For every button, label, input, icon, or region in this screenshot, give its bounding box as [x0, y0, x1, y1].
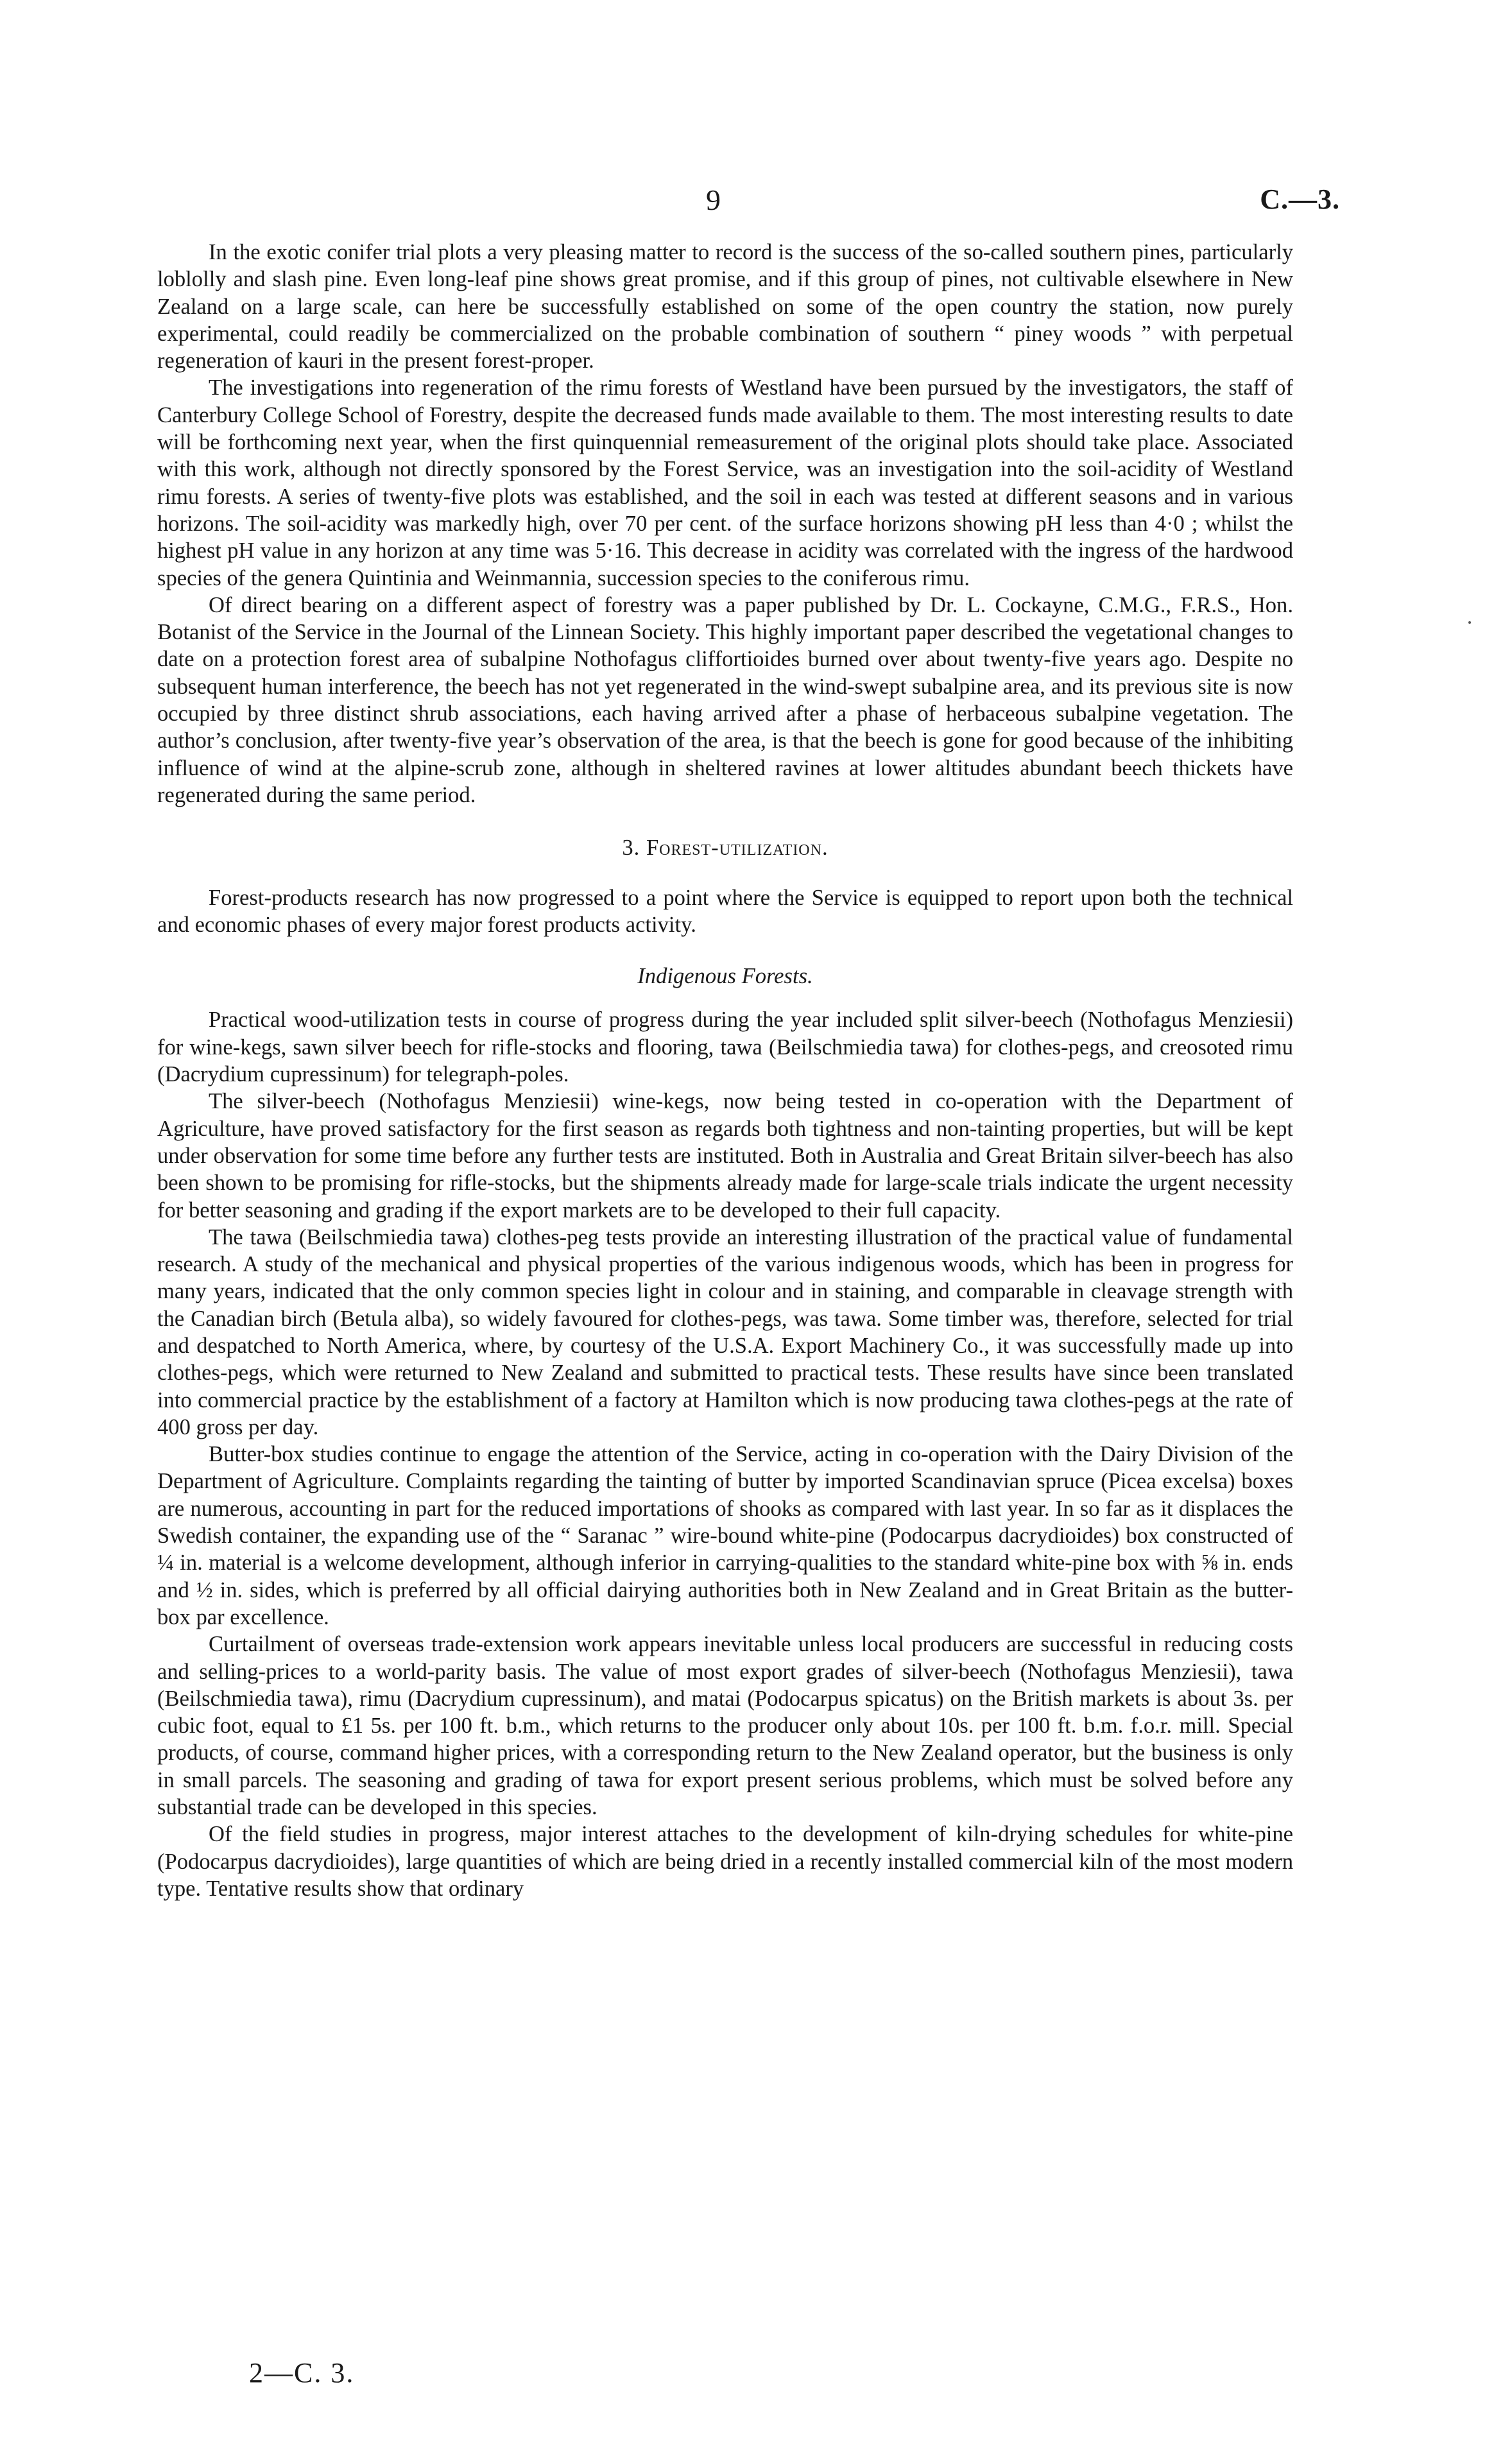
scan-mark [1468, 621, 1471, 624]
document-body [157, 239, 1293, 1902]
signature-mark: 2—C. 3. [249, 2357, 355, 2389]
paragraph-tawa-clothes-pegs: The tawa (Beilschmiedia tawa) clothes-peg tests provide an interesting illustration of the practical value of fundamental research. A study of the mechanical and physical properties of the various indigenous woods, which has been in progress for many years, indicated that the only common species light in colour and in staining, and comparable in cleavage strength with the Canadian birch (Betula alba), so widely favoured for clothes-pegs, was tawa. Some timber was, therefore, selected for trial and despatched to North America, where, by courtesy of the U.S.A. Export Machinery Co., it was successfully made up into clothes-pegs, which were returned to New Zealand and submitted to practical tests. These results have since been translated into commercial practice by the establishment of a factory at Hamilton which is now producing tawa clothes-pegs at the rate of 400 gross per day. [157, 1224, 1293, 1439]
page-header [0, 183, 1512, 221]
paragraph-rimu-regeneration: The investigations into regeneration of the rimu forests of Westland have been pursued by the investigators, the staff of Canterbury College School of Forestry, despite the decreased funds made available to them. The most interesting results to date will be forthcoming next year, when the first quinquennial remeasurement of the original plots should take place. Associated with this work, although not directly sponsored by the Forest Service, was an investigation into the soil-acidity of Westland rimu forests. A series of twenty-five plots was established, and the soil in each was tested at different seasons and in various horizons. The soil-acidity was markedly high, over 70 per cent. of the surface horizons showing pH less than 4·0 ; whilst the highest pH value in any horizon at any time was 5·16. This decrease in acidity was correlated with the ingress of the hardwood species of the genera Quintinia and Weinmannia, succession species to the coniferous rimu. [157, 375, 1293, 590]
page-number: 9 [706, 184, 721, 216]
section-heading: 3. Forest-utilization. [622, 836, 829, 861]
paragraph-butter-box: Butter-box studies continue to engage the attention of the Service, acting in co-operation with the Dairy Division of the Department of Agriculture. Complaints regarding the tainting of butter by imported Scandinavian spruce (Picea excelsa) boxes are numerous, accounting in part for the reduced importations of shooks as compared with last year. In so far as it displaces the Swedish container, the expanding use of the “ Saranac ” wire-bound white-pine (Podocarpus dacrydioides) box constructed of ¼ in. material is a welcome development, although inferior in carrying-qualities to the standard white-pine box with ⅝ in. ends and ½ in. sides, which is preferred by all official dairying authorities both in New Zealand and in Great Britain as the butter-box par excellence. [157, 1442, 1293, 1629]
paragraph-kiln-drying: Of the field studies in progress, major interest attaches to the development of kiln-drying schedules for white-pine (Podocarpus dacrydioides), large quantities of which are being dried in a recently installed commercial kiln of the most modern type. Tentative results show that ordinary [157, 1822, 1293, 1901]
paragraph-exotic-conifers: In the exotic conifer trial plots a very pleasing matter to record is the success of the so-called southern pines, particularly loblolly and slash pine. Even long-leaf pine shows great promise, and if this group of pines, not cultivable elsewhere in New Zealand on a large scale, can here be successfully established on some of the open country the station, now purely experimental, could readily be commercialized on the probable combination of southern “ piney woods ” with perpetual regeneration of kauri in the present forest-proper. [157, 240, 1293, 373]
paragraph-cockayne-paper: Of direct bearing on a different aspect of forestry was a paper published by Dr. L. Cockayne, C.M.G., F.R.S., Hon. Botanist of the Service in the Journal of the Linnean Society. This highly important paper described the vegetational changes to date on a protection forest area of subalpine Nothofagus cliffortioides burned over about twenty-five years ago. Despite no subsequent human interference, the beech has not yet regenerated in the wind-swept subalpine area, and its previous site is now occupied by three distinct shrub associations, each having arrived after a phase of herbaceous subalpine vegetation. The author’s conclusion, after twenty-five year’s observation of the area, is that the beech is gone for good because of the inhibiting influence of wind at the alpine-scrub zone, although in sheltered ravines at lower altitudes abundant beech thickets have regenerated during the same period. [157, 592, 1293, 807]
document-reference: C.—3. [1260, 184, 1340, 215]
paragraph-trade-extension: Curtailment of overseas trade-extension work appears inevitable unless local producers are successful in reducing costs and selling-prices to a world-parity basis. The value of most export grades of silver-beech (Nothofagus Menziesii), tawa (Beilschmiedia tawa), rimu (Dacrydium cupressinum), and matai (Podocarpus spicatus) on the British markets is about 3s. per cubic foot, equal to £1 5s. per 100 ft. b.m., which returns to the producer only about 10s. per 100 ft. b.m. f.o.r. mill. Special products, of course, command higher prices, with a corresponding return to the New Zealand operator, but the business is only in small parcels. The seasoning and grading of tawa for export present serious problems, which must be solved before any substantial trade can be developed in this species. [157, 1632, 1293, 1820]
paragraph-silver-beech-kegs: The silver-beech (Nothofagus Menziesii) wine-kegs, now being tested in co-operation with the Department of Agriculture, have proved satisfactory for the first season as regards both tightness and non-tainting properties, but will be kept under observation for some time before any further tests are instituted. Both in Australia and Great Britain silver-beech has also been shown to be promising for rifle-stocks, but the shipments already made for large-scale trials indicate the urgent necessity for better seasoning and grading if the export markets are to be developed to their full capacity. [157, 1089, 1293, 1223]
paragraph-utilization-tests: Practical wood-utilization tests in course of progress during the year included split silver-beech (Nothofagus Menziesii) for wine-kegs, sawn silver beech for rifle-stocks and flooring, tawa (Beilschmiedia tawa) for clothes-pegs, and creosoted rimu (Dacrydium cupressinum) for telegraph-poles. [157, 1008, 1293, 1087]
sub-heading: Indigenous Forests. [637, 964, 813, 989]
paragraph-forest-products-research: Forest-products research has now progressed to a point where the Service is equipped to report upon both the technical and economic phases of every major forest products activity. [157, 885, 1293, 937]
